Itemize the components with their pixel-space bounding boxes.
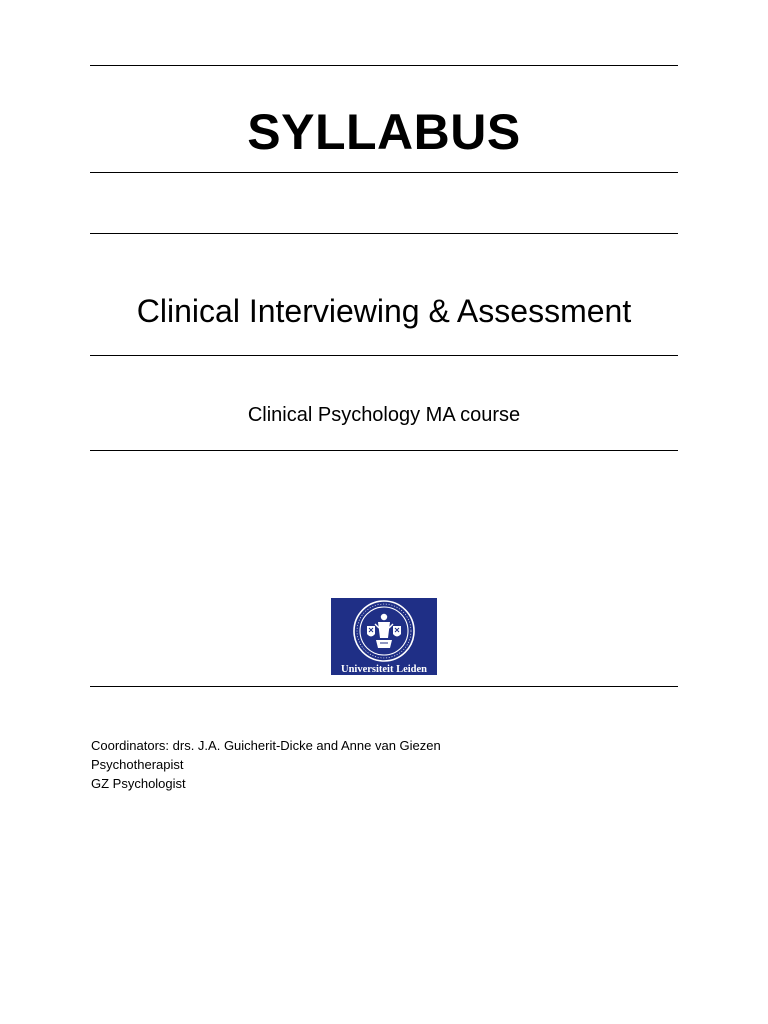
course-subtitle: Clinical Psychology MA course xyxy=(247,404,521,426)
course-title: Clinical Interviewing & Assessment xyxy=(136,293,632,329)
course-title-bottom-rule xyxy=(90,355,678,356)
course-subtitle-bottom-rule xyxy=(90,450,678,451)
top-rule xyxy=(90,65,678,66)
coordinators-line: Coordinators: drs. J.A. Guicherit-Dicke and Anne van Giezen xyxy=(91,738,441,753)
course-title-top-rule xyxy=(90,233,678,234)
title-bottom-rule xyxy=(90,172,678,173)
logo-bottom-rule xyxy=(90,686,678,687)
document-title: SYLLABUS xyxy=(247,104,521,160)
coordinators-block xyxy=(91,736,441,793)
university-logo xyxy=(331,598,437,675)
logo-text: Universiteit Leiden xyxy=(340,664,428,675)
coordinator-role-psychotherapist: Psychotherapist xyxy=(91,757,184,772)
coordinator-role-gz-psychologist: GZ Psychologist xyxy=(91,776,186,791)
